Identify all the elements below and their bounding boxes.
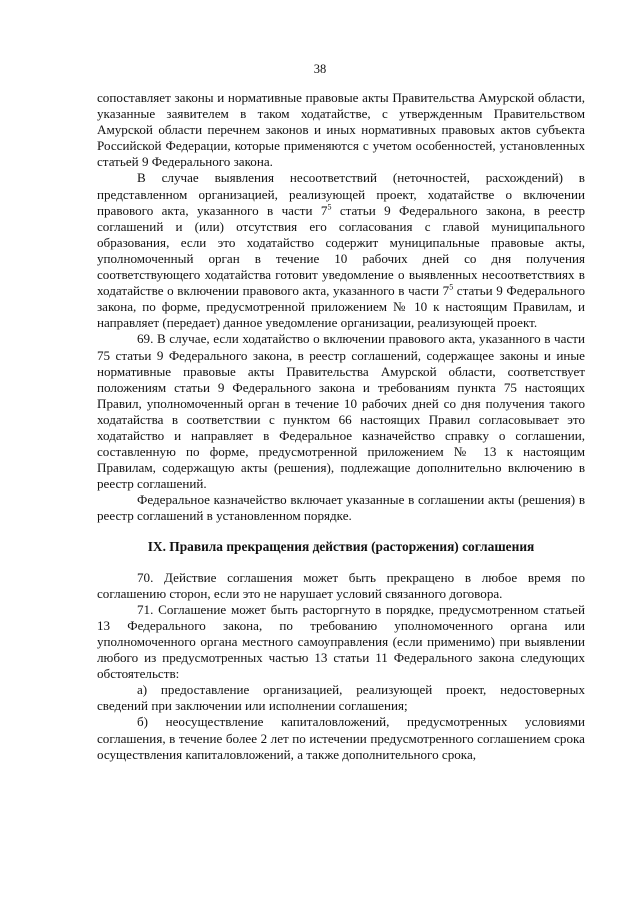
document-body bbox=[97, 90, 585, 763]
paragraph-discrepancies bbox=[97, 170, 585, 331]
paragraph-71: 71. Соглашение может быть расторгнуто в порядке, предусмотренном статьей 13 Федерального закона, по требованию уполномоченного органа или уполномоченного органа местного самоуправления (если применимо) при выявлении любого из предусмотренных частью 13 статьи 11 Федерального закона следующих обстоятельств: bbox=[97, 601, 585, 682]
page-number: 38 bbox=[313, 62, 327, 76]
superscript: 5 bbox=[449, 282, 454, 292]
paragraph-71-a: а) предоставление организацией, реализующей проект, недостоверных сведений при заключении или исполнении соглашения; bbox=[97, 682, 585, 714]
paragraph-71-b: б) неосуществление капиталовложений, предусмотренных условиями соглашения, в течение более 2 лет по истечении предусмотренного соглашением срока осуществления капиталовложений, а также дополнительного срока, bbox=[97, 714, 585, 762]
paragraph-text-part: В случае выявления несоответствий (неточностей, расхождений) в представленном организацией, реализующей проект, ходатайстве о включении правового акта, указанного в части 7 bbox=[97, 170, 585, 218]
paragraph-treasury: Федеральное казначейство включает указанные в соглашении акты (решения) в реестр соглашений в установленном порядке. bbox=[97, 492, 585, 524]
section-heading: IX. Правила прекращения действия (расторжения) соглашения bbox=[147, 538, 535, 554]
paragraph-text-part: статьи 9 Федерального закона, в реестр соглашений и (или) отсутствия его согласования с главой муниципального образования, если это ходатайство содержит муниципальные правовые акты, уполномоченный орган в течение 10 рабочих дней со дня получения соответствующего ходатайства готовит уведомление о выявленных несоответствиях в ходатайстве о включении правового акта, указанного в части 7 bbox=[97, 202, 585, 299]
paragraph-text-part: статьи 9 Федерального закона, по форме, предусмотренной приложением № 10 к настоящим Правилам, и направляет (передает) данное уведомление организации, реализующей проект. bbox=[97, 283, 585, 331]
paragraph-70: 70. Действие соглашения может быть прекращено в любое время по соглашению сторон, если это не нарушает условий связанного договора. bbox=[97, 569, 585, 601]
paragraph-69: 69. В случае, если ходатайство о включении правового акта, указанного в части 75 статьи 9 Федерального закона, в реестр соглашений, содержащее законы и иные нормативные правовые акты Правительства Амурской области, соответствует положениям статьи 9 Федерального закона и требованиям пункта 75 настоящих Правил, уполномоченный орган в течение 10 рабочих дней со дня получения такого ходатайства в соответствии с пунктом 66 настоящих Правил согласовывает это ходатайство и направляет в Федеральное казначейство справку о соглашении, составленную по форме, предусмотренной приложением № 13 к настоящим Правилам, содержащую акты (решения), подлежащие дополнительно включению в реестр соглашений. bbox=[97, 331, 585, 492]
superscript: 5 bbox=[327, 202, 332, 212]
paragraph-continuation: сопоставляет законы и нормативные правовые акты Правительства Амурской области, указанные заявителем в таком ходатайстве, с утвержденным Правительством Амурской области перечнем законов и иных нормативных правовых актов субъекта Российской Федерации, которые применяются с учетом особенностей, установленных статьей 9 Федерального закона. bbox=[97, 90, 585, 170]
